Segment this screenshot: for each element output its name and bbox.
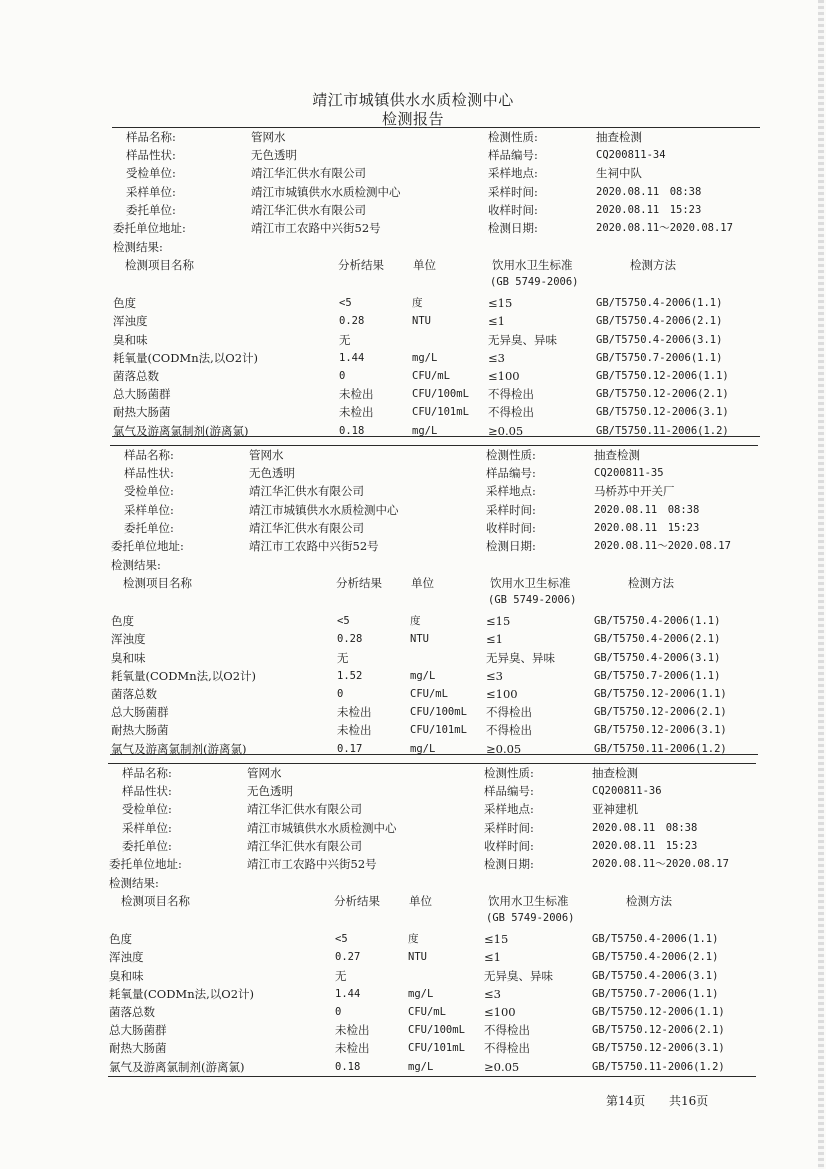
label-inspection-type: 检测性质: <box>488 130 538 144</box>
results-label: 检测结果: <box>113 240 163 255</box>
row-result: 0.18 <box>335 1060 361 1073</box>
row-unit: mg/L <box>408 1060 434 1073</box>
row-method: GB/T5750.11-2006(1.2) <box>596 424 729 437</box>
row-standard: 不得检出 <box>484 1023 530 1038</box>
row-item: 浑浊度 <box>109 950 144 965</box>
col-header-method: 检测方法 <box>626 894 672 909</box>
row-item: 色度 <box>109 932 132 947</box>
row-method: GB/T5750.4-2006(3.1) <box>592 969 719 982</box>
value-sample-name: 管网水 <box>251 130 286 144</box>
col-header-standard-code: (GB 5749-2006) <box>490 276 579 289</box>
report-title: 检测报告 <box>381 110 444 128</box>
row-item: 色度 <box>113 296 136 311</box>
row-method: GB/T5750.11-2006(1.2) <box>594 742 727 755</box>
value-client-unit: 靖江华汇供水有限公司 <box>247 838 362 853</box>
label-sampling-site: 采样地点: <box>486 484 536 499</box>
value-sampling-unit: 靖江市城镇供水水质检测中心 <box>251 184 401 199</box>
label-sampling-unit: 采样单位: <box>124 502 174 517</box>
value-inspection-date: 2020.08.11～2020.08.17 <box>594 540 731 552</box>
org-title: 靖江市城镇供水水质检测中心 <box>312 91 514 109</box>
row-result: 无 <box>337 650 349 665</box>
row-standard: ≤15 <box>486 614 511 629</box>
row-unit: NTU <box>408 951 427 964</box>
label-sample-name: 样品名称: <box>126 130 176 144</box>
row-standard: ≤100 <box>484 1005 516 1019</box>
row-standard: ≤3 <box>488 350 505 365</box>
col-header-standard: 饮用水卫生标准 <box>490 576 571 591</box>
row-method: GB/T5750.4-2006(1.1) <box>592 933 719 946</box>
label-client-address: 委托单位地址: <box>113 221 186 235</box>
row-unit: CFU/100mL <box>412 388 469 401</box>
row-standard: ≤3 <box>484 986 501 1001</box>
row-unit: CFU/mL <box>408 1006 446 1018</box>
row-result: 0.28 <box>337 633 363 646</box>
label-sampling-unit: 采样单位: <box>126 184 176 199</box>
label-inspection-date: 检测日期: <box>484 857 534 871</box>
value-sample-name: 管网水 <box>247 766 282 780</box>
value-inspected-unit: 靖江华汇供水有限公司 <box>251 166 366 181</box>
row-unit: CFU/mL <box>412 370 450 382</box>
label-sample-no: 样品编号: <box>484 784 534 799</box>
row-result: 0 <box>337 688 344 700</box>
row-unit: CFU/101mL <box>408 1042 465 1055</box>
row-item: 色度 <box>111 614 134 629</box>
row-result: 1.44 <box>339 351 365 364</box>
label-sample-name: 样品名称: <box>124 448 174 462</box>
row-result: 未检出 <box>339 387 374 402</box>
value-inspected-unit: 靖江华汇供水有限公司 <box>249 484 364 499</box>
row-method: GB/T5750.4-2006(3.1) <box>596 333 723 346</box>
page-number: 第14页 <box>606 1094 646 1108</box>
row-unit: mg/L <box>412 351 438 364</box>
row-item: 氯气及游离氯制剂(游离氯) <box>113 423 249 438</box>
row-result: 未检出 <box>335 1023 370 1038</box>
label-inspected-unit: 受检单位: <box>122 802 172 817</box>
row-standard: ≥0.05 <box>488 423 524 438</box>
value-sampling-time: 2020.08.11 08:38 <box>596 185 702 198</box>
row-result: 未检出 <box>339 405 374 420</box>
row-standard: ≥0.05 <box>486 741 522 756</box>
row-standard: ≤100 <box>486 687 518 701</box>
results-label: 检测结果: <box>111 558 161 573</box>
label-sample-state: 样品性状: <box>124 466 174 481</box>
row-method: GB/T5750.12-2006(2.1) <box>594 706 727 719</box>
row-method: GB/T5750.12-2006(1.1) <box>592 1006 725 1018</box>
row-result: 0.28 <box>339 315 365 328</box>
col-header-standard: 饮用水卫生标准 <box>488 894 569 909</box>
value-sampling-site: 马桥苏中开关厂 <box>594 484 675 499</box>
value-receive-time: 2020.08.11 15:23 <box>592 839 698 852</box>
row-item: 耐热大肠菌 <box>109 1041 167 1056</box>
row-item: 耗氧量(CODMn法,以O2计) <box>113 350 259 365</box>
label-sample-state: 样品性状: <box>122 784 172 799</box>
value-sampling-unit: 靖江市城镇供水水质检测中心 <box>247 820 397 835</box>
label-client-address: 委托单位地址: <box>111 539 184 553</box>
row-standard: ≥0.05 <box>484 1059 520 1074</box>
label-inspected-unit: 受检单位: <box>124 484 174 499</box>
label-receive-time: 收样时间: <box>486 520 536 535</box>
row-unit: 度 <box>408 933 419 946</box>
value-sample-no: CQ200811-36 <box>592 785 662 798</box>
row-item: 臭和味 <box>109 968 144 983</box>
value-inspection-type: 抽查检测 <box>594 448 640 462</box>
row-result: <5 <box>335 933 348 946</box>
row-item: 总大肠菌群 <box>113 387 171 402</box>
row-method: GB/T5750.11-2006(1.2) <box>592 1060 725 1073</box>
row-item: 总大肠菌群 <box>109 1023 167 1038</box>
row-item: 耐热大肠菌 <box>113 405 171 420</box>
row-item: 臭和味 <box>111 650 146 665</box>
value-client-unit: 靖江华汇供水有限公司 <box>251 202 366 217</box>
label-inspection-type: 检测性质: <box>486 448 536 462</box>
label-inspection-date: 检测日期: <box>486 539 536 553</box>
col-header-standard-code: (GB 5749-2006) <box>486 912 575 925</box>
row-method: GB/T5750.12-2006(1.1) <box>596 370 729 382</box>
row-item: 臭和味 <box>113 332 148 347</box>
row-result: 未检出 <box>335 1041 370 1056</box>
row-method: GB/T5750.12-2006(2.1) <box>592 1024 725 1037</box>
value-sample-state: 无色透明 <box>251 148 297 163</box>
row-method: GB/T5750.7-2006(1.1) <box>592 987 719 1000</box>
row-method: GB/T5750.12-2006(3.1) <box>592 1042 725 1055</box>
row-standard: 不得检出 <box>488 387 534 402</box>
row-method: GB/T5750.12-2006(2.1) <box>596 388 729 401</box>
row-item: 耗氧量(CODMn法,以O2计) <box>109 986 255 1001</box>
row-item: 氯气及游离氯制剂(游离氯) <box>111 741 247 756</box>
label-sampling-time: 采样时间: <box>484 820 534 835</box>
section-top-rule <box>112 127 760 128</box>
row-item: 菌落总数 <box>111 687 157 701</box>
section-bottom-rule <box>108 1076 756 1077</box>
value-inspected-unit: 靖江华汇供水有限公司 <box>247 802 362 817</box>
label-sampling-unit: 采样单位: <box>122 820 172 835</box>
value-sample-no: CQ200811-35 <box>594 467 664 480</box>
section-top-rule <box>110 445 758 446</box>
row-result: 0.18 <box>339 424 365 437</box>
col-header-method: 检测方法 <box>630 258 676 273</box>
row-method: GB/T5750.4-2006(2.1) <box>594 633 721 646</box>
row-method: GB/T5750.12-2006(3.1) <box>596 406 729 419</box>
col-header-standard: 饮用水卫生标准 <box>492 258 573 273</box>
col-header-unit: 单位 <box>411 576 434 591</box>
row-item: 菌落总数 <box>109 1005 155 1019</box>
col-header-unit: 单位 <box>413 258 436 273</box>
row-result: 0.17 <box>337 742 363 755</box>
row-unit: NTU <box>410 633 429 646</box>
row-unit: CFU/101mL <box>412 406 469 419</box>
row-item: 菌落总数 <box>113 369 159 383</box>
value-sample-state: 无色透明 <box>249 466 295 481</box>
row-standard: 无异臭、异味 <box>488 332 557 347</box>
col-header-item: 检测项目名称 <box>121 894 190 909</box>
row-item: 浑浊度 <box>113 314 148 329</box>
col-header-result: 分析结果 <box>338 258 384 273</box>
row-unit: mg/L <box>408 987 434 1000</box>
col-header-result: 分析结果 <box>336 576 382 591</box>
row-standard: 无异臭、异味 <box>486 650 555 665</box>
col-header-unit: 单位 <box>409 894 432 909</box>
row-method: GB/T5750.4-2006(2.1) <box>592 951 719 964</box>
label-inspection-type: 检测性质: <box>484 766 534 780</box>
label-sample-state: 样品性状: <box>126 148 176 163</box>
row-unit: 度 <box>412 297 423 310</box>
col-header-result: 分析结果 <box>334 894 380 909</box>
row-result: 未检出 <box>337 723 372 738</box>
col-header-item: 检测项目名称 <box>125 258 194 273</box>
label-sampling-time: 采样时间: <box>488 184 538 199</box>
value-sampling-unit: 靖江市城镇供水水质检测中心 <box>249 502 399 517</box>
row-method: GB/T5750.4-2006(3.1) <box>594 651 721 664</box>
value-inspection-type: 抽查检测 <box>592 766 638 780</box>
row-result: 0 <box>335 1006 342 1018</box>
row-standard: 不得检出 <box>488 405 534 420</box>
value-sampling-time: 2020.08.11 08:38 <box>594 503 700 516</box>
row-result: 1.44 <box>335 987 361 1000</box>
row-method: GB/T5750.12-2006(1.1) <box>594 688 727 700</box>
label-inspection-date: 检测日期: <box>488 221 538 235</box>
row-method: GB/T5750.4-2006(2.1) <box>596 315 723 328</box>
row-result: 无 <box>339 332 351 347</box>
col-header-standard-code: (GB 5749-2006) <box>488 594 577 607</box>
label-client-unit: 委托单位: <box>124 520 174 535</box>
row-method: GB/T5750.7-2006(1.1) <box>596 351 723 364</box>
value-client-address: 靖江市工农路中兴街52号 <box>251 221 381 235</box>
row-standard: ≤15 <box>484 932 509 947</box>
row-item: 氯气及游离氯制剂(游离氯) <box>109 1059 245 1074</box>
label-client-address: 委托单位地址: <box>109 857 182 871</box>
row-unit: CFU/mL <box>410 688 448 700</box>
page-total: 共16页 <box>669 1094 709 1108</box>
row-unit: CFU/100mL <box>410 706 467 719</box>
row-item: 总大肠菌群 <box>111 705 169 720</box>
row-item: 浑浊度 <box>111 632 146 647</box>
row-standard: ≤15 <box>488 296 513 311</box>
results-label: 检测结果: <box>109 876 159 891</box>
col-header-item: 检测项目名称 <box>123 576 192 591</box>
row-result: 未检出 <box>337 705 372 720</box>
row-result: 1.52 <box>337 669 363 682</box>
value-client-address: 靖江市工农路中兴街52号 <box>249 539 379 553</box>
row-unit: 度 <box>410 615 421 628</box>
value-sampling-time: 2020.08.11 08:38 <box>592 821 698 834</box>
row-result: 0.27 <box>335 951 361 964</box>
value-receive-time: 2020.08.11 15:23 <box>596 203 702 216</box>
row-method: GB/T5750.4-2006(1.1) <box>596 297 723 310</box>
section-top-rule <box>108 763 756 764</box>
scan-edge <box>818 0 824 1169</box>
value-inspection-type: 抽查检测 <box>596 130 642 144</box>
value-client-address: 靖江市工农路中兴街52号 <box>247 857 377 871</box>
value-sampling-site: 亚神建机 <box>592 802 638 817</box>
label-sample-name: 样品名称: <box>122 766 172 780</box>
row-standard: 不得检出 <box>484 1041 530 1056</box>
row-unit: CFU/101mL <box>410 724 467 737</box>
label-client-unit: 委托单位: <box>122 838 172 853</box>
label-sampling-site: 采样地点: <box>484 802 534 817</box>
value-inspection-date: 2020.08.11～2020.08.17 <box>596 222 733 234</box>
row-result: 0 <box>339 370 346 382</box>
label-inspected-unit: 受检单位: <box>126 166 176 181</box>
row-method: GB/T5750.4-2006(1.1) <box>594 615 721 628</box>
row-standard: 不得检出 <box>486 705 532 720</box>
label-receive-time: 收样时间: <box>488 202 538 217</box>
row-result: 无 <box>335 968 347 983</box>
label-sample-no: 样品编号: <box>488 148 538 163</box>
row-result: <5 <box>337 615 350 628</box>
row-unit: mg/L <box>410 742 436 755</box>
label-sample-no: 样品编号: <box>486 466 536 481</box>
row-unit: mg/L <box>412 424 438 437</box>
value-sampling-site: 生祠中队 <box>596 166 642 181</box>
row-standard: ≤1 <box>486 632 503 647</box>
label-sampling-time: 采样时间: <box>486 502 536 517</box>
row-unit: NTU <box>412 315 431 328</box>
value-receive-time: 2020.08.11 15:23 <box>594 521 700 534</box>
col-header-method: 检测方法 <box>628 576 674 591</box>
label-receive-time: 收样时间: <box>484 838 534 853</box>
value-inspection-date: 2020.08.11～2020.08.17 <box>592 858 729 870</box>
row-method: GB/T5750.7-2006(1.1) <box>594 669 721 682</box>
row-standard: ≤1 <box>488 314 505 329</box>
value-sample-name: 管网水 <box>249 448 284 462</box>
row-unit: CFU/100mL <box>408 1024 465 1037</box>
row-unit: mg/L <box>410 669 436 682</box>
value-sample-state: 无色透明 <box>247 784 293 799</box>
label-client-unit: 委托单位: <box>126 202 176 217</box>
label-sampling-site: 采样地点: <box>488 166 538 181</box>
row-item: 耗氧量(CODMn法,以O2计) <box>111 668 257 683</box>
row-standard: ≤1 <box>484 950 501 965</box>
row-standard: 无异臭、异味 <box>484 968 553 983</box>
row-item: 耐热大肠菌 <box>111 723 169 738</box>
row-result: <5 <box>339 297 352 310</box>
row-standard: ≤3 <box>486 668 503 683</box>
row-standard: 不得检出 <box>486 723 532 738</box>
row-method: GB/T5750.12-2006(3.1) <box>594 724 727 737</box>
value-client-unit: 靖江华汇供水有限公司 <box>249 520 364 535</box>
row-standard: ≤100 <box>488 369 520 383</box>
value-sample-no: CQ200811-34 <box>596 149 666 162</box>
